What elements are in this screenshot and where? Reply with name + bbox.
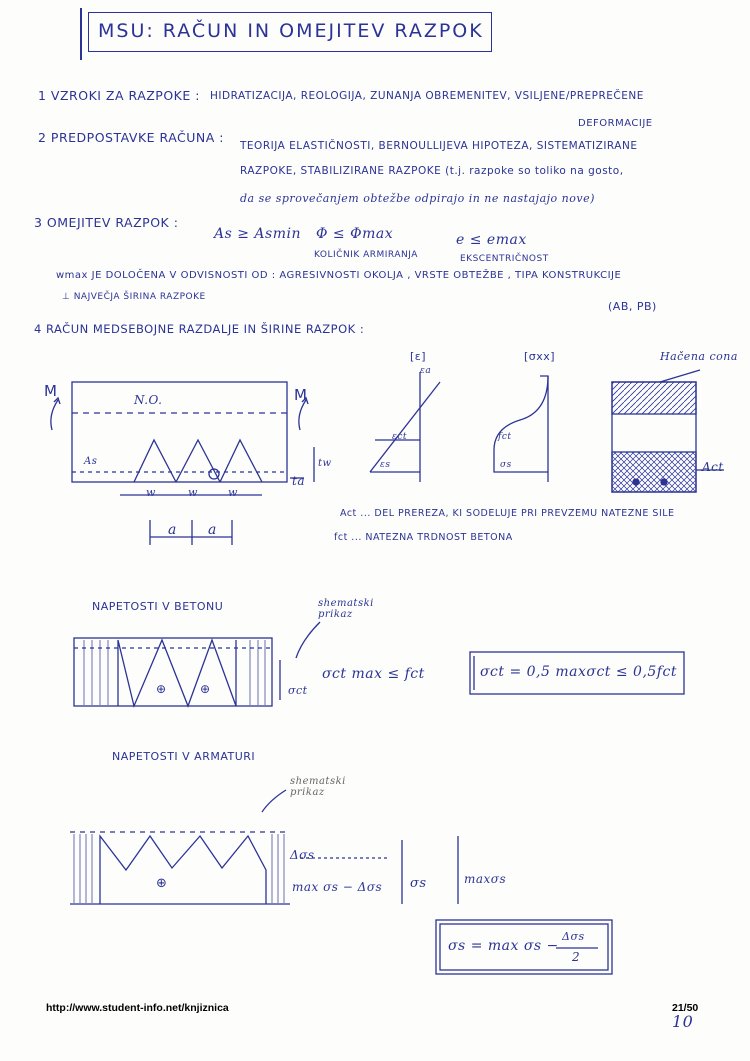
sigma-s-label: σs [500, 460, 512, 470]
item2-line3: da se sprovečanjem obtežbe odpirajo in ne nastajajo nove) [240, 192, 595, 205]
e-note: EKSCENTRIČNOST [460, 254, 549, 264]
eps-s-label: εs [380, 460, 391, 470]
moment-label-right: M [294, 386, 308, 404]
eps-a-label: εa [420, 366, 432, 376]
crack-1 [134, 440, 176, 482]
w-label-2: w [188, 486, 198, 499]
steel-schematic-label: shematski prikaz [290, 776, 346, 798]
wmax-line: wmax JE DOLOČENA V ODVISNOSTI OD : AGRESIVNOSTI OKOLJA , VRSTE OBTEŽBE , TIPA KONSTRUKCIJE [56, 270, 622, 281]
stress-header: [σxx] [524, 350, 556, 363]
max-minus-delta-label: max σs − Δσs [292, 880, 383, 894]
act-definition: Act ... DEL PREREZA, KI SODELUJE PRI PREVZEMU NATEZNE SILE [340, 508, 675, 519]
moment-arrow-left [51, 400, 58, 430]
hatched-zone-label: Hačena cona [660, 350, 738, 363]
tw-label: tw [318, 458, 332, 469]
concrete-schematic-label: shematski prikaz [318, 598, 374, 620]
crack-3 [220, 440, 262, 482]
e-max-formula: e ≤ emax [456, 232, 527, 248]
item4-label: 4 RAČUN MEDSEBOJNE RAZDALJE IN ŠIRINE RAZPOK : [34, 322, 365, 336]
concrete-boxed-formula: σct = 0,5 maxσct ≤ 0,5fct [480, 664, 677, 680]
stress-curve [494, 376, 548, 472]
crack-2 [176, 440, 220, 482]
item2-label: 2 PREDPOSTAVKE RAČUNA : [38, 130, 224, 145]
fct-definition: fct ... NATEZNA TRDNOST BETONA [334, 532, 513, 543]
max-sigma-label: maxσs [464, 872, 507, 886]
item1-label: 1 VZROKI ZA RAZPOKE : [38, 88, 200, 103]
sigma-ct-label: σct [288, 684, 308, 697]
act-label: Act [702, 460, 724, 474]
item1-text: HIDRATIZACIJA, REOLOGIJA, ZUNANJA OBREMENITEV, VSILJENE/PREPREČENE [210, 90, 644, 102]
phi-max-formula: Φ ≤ Φmax [316, 226, 394, 242]
rebar-1 [633, 479, 639, 485]
as-label: As [84, 456, 98, 467]
concrete-inequality: σct max ≤ fct [322, 666, 425, 682]
steel-formula-lhs: σs = max σs − [448, 938, 559, 954]
a-label-2: a [208, 522, 217, 538]
item1-cont: DEFORMACIJE [578, 118, 653, 129]
steel-formula-numerator: Δσs [562, 930, 585, 943]
concrete-plus-1: ⊕ [156, 682, 167, 696]
steel-plus: ⊕ [156, 876, 168, 891]
strain-header: [ε] [410, 350, 427, 363]
w-label-1: w [146, 486, 156, 499]
moment-label-left: M [44, 382, 58, 400]
construction-types: (AB, PB) [608, 300, 657, 313]
phi-note: KOLIČNIK ARMIRANJA [314, 250, 418, 260]
page-number: 21/50 [672, 1002, 699, 1014]
page-title: MSU: RAČUN IN OMEJITEV RAZPOK [98, 20, 484, 42]
item2-line1: TEORIJA ELASTIČNOSTI, BERNOULLIJEVA HIPOTEZA, SISTEMATIZIRANE [240, 140, 638, 152]
w-label-3: w [228, 486, 238, 499]
strain-line [370, 382, 440, 472]
hatched-pointer [660, 370, 700, 382]
concrete-stress-teeth [118, 640, 236, 706]
footer-url[interactable]: http://www.student-info.net/knjiznica [46, 1002, 229, 1014]
steel-formula-denominator: 2 [572, 950, 581, 964]
compression-zone [612, 382, 696, 414]
rebar-2 [661, 479, 667, 485]
steel-stress-heading: NAPETOSTI V ARMATURI [112, 750, 256, 763]
tension-zone [612, 452, 696, 492]
a-label-1: a [168, 522, 177, 538]
concrete-schematic-arrow [296, 622, 320, 658]
steel-schematic-arrow [262, 790, 286, 812]
wmax-note: ⊥ NAJVEČJA ŠIRINA RAZPOKE [62, 292, 206, 302]
concrete-plus-2: ⊕ [200, 682, 211, 696]
fct-label-diagram: fct [498, 432, 512, 442]
mean-sigma-label: σs [410, 876, 427, 891]
concrete-stress-heading: NAPETOSTI V BETONU [92, 600, 224, 613]
eps-ct-label: εct [392, 432, 407, 442]
as-min-formula: As ≥ Asmin [214, 226, 301, 242]
ta-label: ta [292, 474, 305, 488]
neutral-axis-label: N.O. [134, 393, 163, 407]
delta-sigma-label: Δσs [290, 848, 315, 862]
item3-label: 3 OMEJITEV RAZPOK : [34, 215, 179, 230]
handwritten-page-number: 10 [672, 1012, 694, 1031]
item2-line2: RAZPOKE, STABILIZIRANE RAZPOKE (t.j. razpoke so toliko na gosto, [240, 165, 624, 177]
moment-arrow-right [299, 400, 306, 430]
steel-stress-teeth [100, 836, 266, 904]
